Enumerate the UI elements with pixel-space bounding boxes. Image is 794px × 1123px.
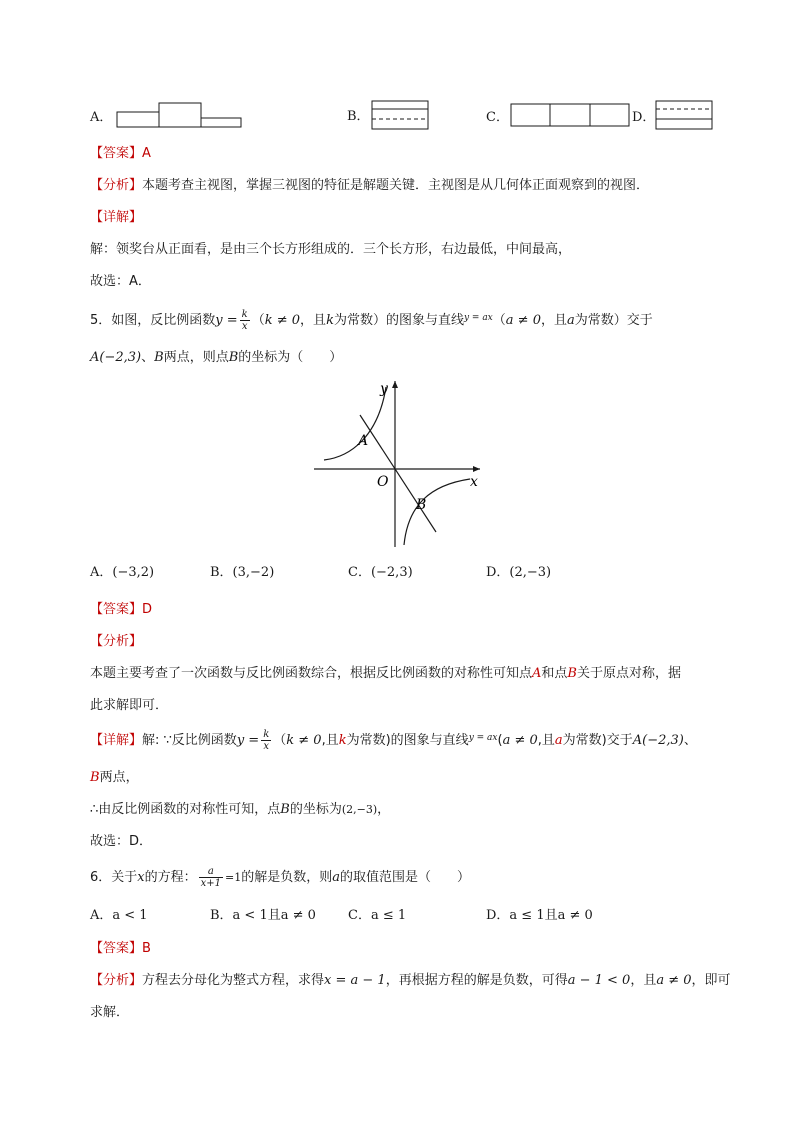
q5-detail-line-3: ∴由反比例函数的对称性可知，点B的坐标为(2,−3)， xyxy=(90,802,391,817)
fraction-a-over-x-plus-1: $\frac{a}{x+1}$ xyxy=(200,866,222,889)
a-condition: a ≠ 0 xyxy=(505,313,541,328)
q4-option-c-figure xyxy=(510,103,632,129)
function-y: y = xyxy=(215,313,238,328)
fraction-k-over-x: $\frac{k}{x}$ xyxy=(263,729,270,752)
q5-option-b: B．(3,−2) xyxy=(210,565,275,580)
fraction-k-over-x: $\frac{k}{x}$ xyxy=(241,309,248,332)
point-a-coords: A(−2,3) xyxy=(90,350,142,365)
q4-analysis-line xyxy=(90,176,649,196)
graph-label-y: y xyxy=(380,381,388,397)
graph-label-a: A xyxy=(358,433,369,449)
line-y-ax xyxy=(360,415,436,532)
q5-conclusion: 故选：D． xyxy=(90,834,153,849)
graph-label-x: x xyxy=(470,474,478,490)
answer-tag: 【答案】 xyxy=(90,941,143,956)
q5-analysis-tag: 【分析】 xyxy=(90,634,143,649)
analysis-tag: 【分析】 xyxy=(90,178,143,193)
y-axis-arrow xyxy=(392,381,398,388)
answer-tag: 【答案】 xyxy=(90,602,143,617)
answer-value: A xyxy=(142,146,151,161)
line-equation: y = ax xyxy=(463,313,493,323)
q6-analysis-line-2: 求解． xyxy=(90,1005,130,1020)
q4-option-a-figure xyxy=(116,102,244,130)
q5-detail-line-2: B两点， xyxy=(90,770,139,785)
graph-label-b: B xyxy=(416,497,427,513)
q5-option-d: D．(2,−3) xyxy=(486,565,552,580)
q6-analysis-line-1: 【分析】方程去分母化为整式方程，求得x = a − 1，再根据方程的解是负数，可得a − 1 < 0，且a ≠ 0，即可 xyxy=(90,973,731,988)
q4-option-a-label: A． xyxy=(90,110,113,125)
q4-answer-line xyxy=(90,144,151,164)
q5-stem-line-1: 5．如图，反比例函数y = $\frac{k}{x}$ （k ≠ 0，且k为常数）的图象与直线$^{y = ax}$（a ≠ 0，且a为常数）交于 xyxy=(90,309,653,332)
q5-answer-line xyxy=(90,600,152,620)
answer-value: B xyxy=(142,941,151,956)
answer-value: D xyxy=(142,602,153,617)
stem-text: 5．如图，反比例函数 xyxy=(90,313,216,328)
q6-answer-line xyxy=(90,939,151,959)
analysis-tag: 【分析】 xyxy=(90,973,143,988)
q4-detail-tag: 【详解】 xyxy=(90,210,143,225)
q5-stem-line-2: A(−2,3)、B两点，则点B的坐标为（ ） xyxy=(90,350,343,365)
q5-detail-line-1: 【详解】解: ∵反比例函数y = $\frac{k}{x}$ （k ≠ 0,且k为常数)的图象与直线$^{y = ax}$(a ≠ 0,且a为常数)交于A(−2,3)、 xyxy=(90,729,697,752)
q6-option-d: D．a ≤ 1且a ≠ 0 xyxy=(486,908,593,923)
q6-stem: 6．关于x的方程： $\frac{a}{x+1}$ =1的解是负数，则a的取值范围是（ ） xyxy=(90,866,471,889)
hyperbola-branch-fourth-quadrant xyxy=(404,479,470,545)
answer-tag: 【答案】 xyxy=(90,146,143,161)
q4-option-c-label: C． xyxy=(486,110,509,125)
q5-option-c: C．(−2,3) xyxy=(348,565,413,580)
q4-option-b-figure xyxy=(371,100,431,132)
k-condition: k ≠ 0 xyxy=(264,313,301,328)
q4-conclusion: 故选：A． xyxy=(90,274,151,289)
detail-tag: 【详解】 xyxy=(90,733,143,748)
q6-option-c: C．a ≤ 1 xyxy=(348,908,407,923)
q6-option-a: A．a < 1 xyxy=(90,908,148,923)
hyperbola-branch-second-quadrant xyxy=(324,387,386,460)
q4-option-b-label: B． xyxy=(347,109,370,124)
analysis-text: 本题考查主视图，掌握三视图的特征是解题关键．主视图是从几何体正面观察到的视图． xyxy=(142,178,650,193)
q5-analysis-line-1: 本题主要考查了一次函数与反比例函数综合，根据反比例函数的对称性可知点A和点B关于原点对称，据 xyxy=(90,666,681,681)
q5-analysis-line-2: 此求解即可． xyxy=(90,698,169,713)
q5-graph xyxy=(310,375,490,550)
x-axis-arrow xyxy=(473,466,480,472)
q6-option-b: B．a < 1且a ≠ 0 xyxy=(210,908,316,923)
q4-option-d-figure xyxy=(655,100,715,132)
q4-option-d-label: D． xyxy=(632,110,656,125)
q5-option-a: A．(−3,2) xyxy=(90,565,155,580)
q4-detail-text: 解：领奖台从正面看，是由三个长方形组成的．三个长方形，右边最低，中间最高， xyxy=(90,242,572,257)
graph-label-origin: O xyxy=(377,474,389,490)
